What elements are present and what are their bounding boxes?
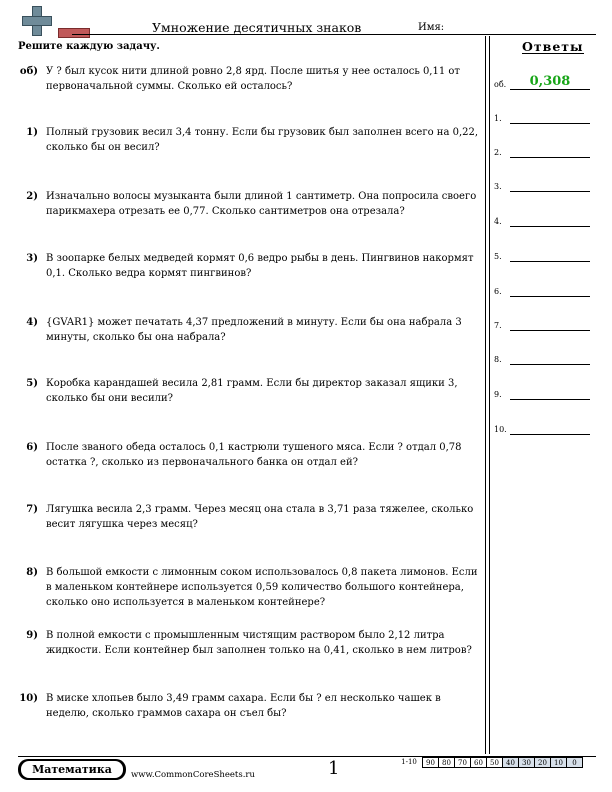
answer-line[interactable] <box>510 226 590 227</box>
answer-label: 2. <box>494 148 502 157</box>
answer-label: 4. <box>494 217 502 226</box>
problem-text: Лягушка весила 2,3 грамм. Через месяц она стала в 3,71 раза тяжелее, сколько весит лягушка через месяц? <box>46 504 474 530</box>
site-url: www.CommonCoreSheets.ru <box>131 770 255 780</box>
instructions: Решите каждую задачу. <box>18 41 160 52</box>
problem-number: 9) <box>26 630 38 641</box>
answer-label: 6. <box>494 287 502 296</box>
score-cell: 30 <box>518 757 535 768</box>
problem-text: В большой емкости с лимонным соком использовалось 0,8 пакета лимонов. Если в маленьком контейнере используется 0,59 количество большого контейнера, сколько оно используется в маленьком контейнере? <box>46 567 478 608</box>
answer-line[interactable] <box>510 261 590 262</box>
problem-number: 8) <box>26 567 38 578</box>
problem-number: 5) <box>26 378 38 389</box>
score-cell: 60 <box>470 757 487 768</box>
answer-label: об. <box>494 80 507 89</box>
problem-number: об) <box>19 66 38 77</box>
problem-text: В зоопарке белых медведей кормят 0,6 ведро рыбы в день. Пингвинов накормят 0,1. Сколько ведра кормят пингвинов? <box>46 253 474 279</box>
answer-line[interactable] <box>510 399 590 400</box>
answer-line[interactable] <box>510 191 590 192</box>
score-range: 1-10 <box>401 758 417 766</box>
problem-text: После званого обеда осталось 0,1 кастрюли тушеного мяса. Если ? отдал 0,78 остатка ?, сколько из первоначального банка он отдал ей? <box>46 442 462 468</box>
score-cell: 10 <box>550 757 567 768</box>
header-rule <box>72 34 596 35</box>
answer-label: 8. <box>494 355 502 364</box>
problem-text: Изначально волосы музыканта были длиной 1 сантиметр. Она попросила своего парикмахера отрезать ее 0,77. Сколько сантиметров она отрезала? <box>46 191 477 217</box>
problem-number: 6) <box>26 442 38 453</box>
score-cell: 20 <box>534 757 551 768</box>
answer-label: 1. <box>494 114 502 123</box>
score-cell: 0 <box>566 757 583 768</box>
problem-number: 2) <box>26 191 38 202</box>
name-label: Имя: <box>418 22 445 33</box>
worksheet-title: Умножение десятичных знаков <box>152 20 362 35</box>
answer-label: 5. <box>494 252 502 261</box>
answer-row-7[interactable] <box>494 317 594 331</box>
answer-line[interactable] <box>510 364 590 365</box>
answer-label: 3. <box>494 182 502 191</box>
answer-row-1[interactable] <box>494 110 594 124</box>
answer-line[interactable] <box>510 330 590 331</box>
problem-text: В миске хлопьев было 3,49 грамм сахара. Если бы ? ел несколько чашек в неделю, сколько граммов сахара он съел бы? <box>46 693 441 719</box>
problem-number: 3) <box>26 253 38 264</box>
answer-line <box>510 89 590 90</box>
answer-label: 7. <box>494 321 502 330</box>
answer-row-2[interactable] <box>494 144 594 158</box>
score-cell: 40 <box>502 757 519 768</box>
score-cell: 90 <box>422 757 439 768</box>
problem-text: Коробка карандашей весила 2,81 грамм. Если бы директор заказал ящики 3, сколько бы они весили? <box>46 378 458 404</box>
score-cell: 80 <box>438 757 455 768</box>
score-cell: 70 <box>454 757 471 768</box>
logo-plus-icon <box>22 6 52 36</box>
answer-line[interactable] <box>510 296 590 297</box>
answer-row-4[interactable] <box>494 213 594 227</box>
answer-row-8[interactable] <box>494 351 594 365</box>
answer-label: 9. <box>494 390 502 399</box>
brand-badge <box>18 759 126 780</box>
answer-row-10[interactable] <box>494 421 594 435</box>
brand-label: Математика <box>21 761 123 778</box>
answer-row-3[interactable] <box>494 178 594 192</box>
problem-text: У ? был кусок нити длиной ровно 2,8 ярд. После шитья у нее осталось 0,11 от первоначальной суммы. Сколько ей осталось? <box>46 66 460 92</box>
problem-text: {GVAR1} может печатать 4,37 предложений в минуту. Если бы она набрала 3 минуты, сколько бы она набрала? <box>46 317 462 343</box>
answer-value: 0,308 <box>529 74 571 89</box>
answer-row-example <box>494 76 594 90</box>
column-divider <box>489 36 490 754</box>
problem-number: 1) <box>26 127 38 138</box>
answer-line[interactable] <box>510 434 590 435</box>
answer-label: 10. <box>494 425 507 434</box>
answer-row-5[interactable] <box>494 248 594 262</box>
problem-text: Полный грузовик весил 3,4 тонну. Если бы грузовик был заполнен всего на 0,22, сколько бы он весил? <box>46 127 479 153</box>
score-table <box>396 757 583 768</box>
answers-title: Ответы <box>522 39 584 54</box>
problem-number: 4) <box>26 317 38 328</box>
answer-row-6[interactable] <box>494 283 594 297</box>
answer-row-9[interactable] <box>494 386 594 400</box>
score-cell: 50 <box>486 757 503 768</box>
answer-line[interactable] <box>510 123 590 124</box>
problem-number: 7) <box>26 504 38 515</box>
page-number: 1 <box>328 758 340 779</box>
answer-line[interactable] <box>510 157 590 158</box>
problem-number: 10) <box>19 693 38 704</box>
problem-text: В полной емкости с промышленным чистящим раствором было 2,12 литра жидкости. Если контейнер был заполнен только на 0,41, сколько в нем литров? <box>46 630 472 656</box>
